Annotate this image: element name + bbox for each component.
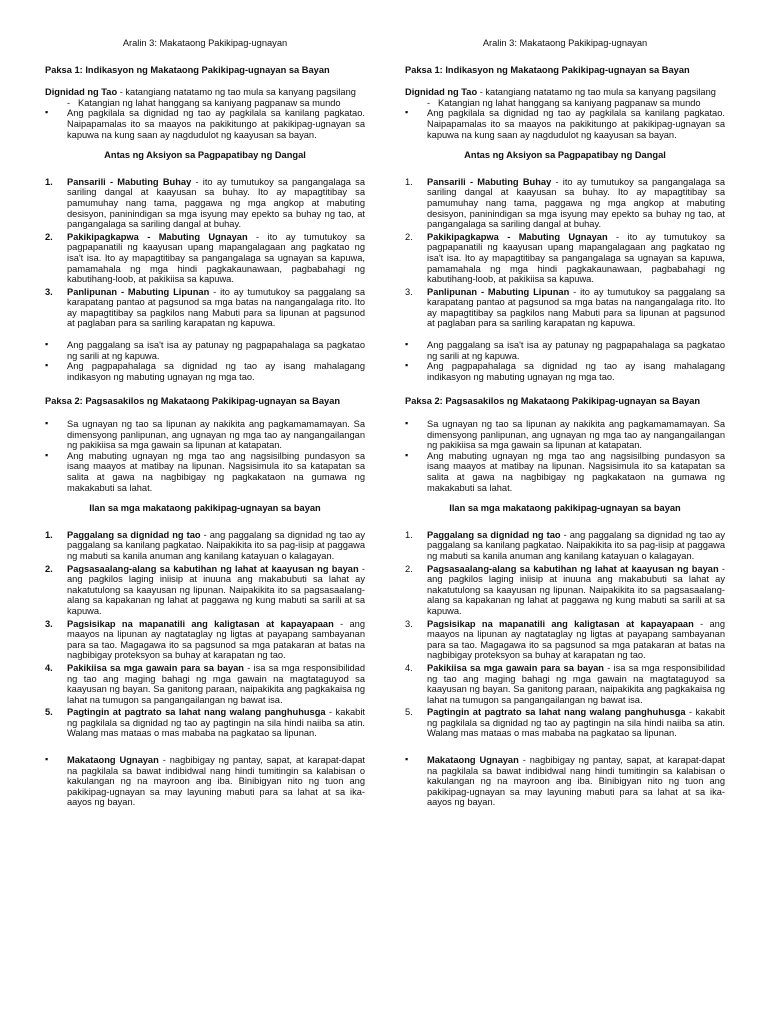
bullet-square-icon: ▪ [45,418,49,429]
antas-item-1 [405,177,725,230]
bullet-text: Ang pagkilala sa dignidad ng tao ay pagkilala sa kanilang pagkatao. Naipapamalas ito sa maayos na pakikitungo at pakikipag-ugnayan sa kapuwa na kung saan ay nagdudulot ng kaayusan sa bayan. [67,108,365,140]
bullet-text: Ang mabuting ugnayan ng mga tao ang nagsisilbing pundasyon sa isang maayos at matibay na lipunan. Nagsisimula ito sa katapatan sa salita at gawa na nagbibigay ng pagkakataon na gumawa ng makakabuti sa lahat. [67,450,365,493]
dash-marker: - [67,97,71,108]
item-text: - kakabit ng pagkilala sa dignidad ng tao ay pagtingin na sila hindi naiiba sa atin. Walang mas mataas o mas mababa na pagkatao sa lipunan. [67,707,366,739]
bullet-text: Ang paggalang sa isa't isa ay patunay ng pagpapahalaga sa pagkatao ng sarili at ng kapuwa. [67,340,365,361]
antas-item-3 [405,287,725,329]
item-number: 5. [405,707,413,718]
bullet-square-icon: ▪ [405,449,409,460]
item-text: - ang pagkilos laging iniisip at inuuna ang makabubuti sa lahat ay nakatutulong sa kaayusan ng lipunan. Naipakikita ito sa pagsasaalang-alang sa kapakanan ng lahat at paggawa ng kung mabuti sa sarili at sa kapuwa. [427,563,725,616]
bullet-square-icon: ▪ [45,449,49,460]
item-term: Pagsisikap na mapanatili ang kaligtasan at kapayapaan [427,618,694,629]
item-term: Paggalang sa dignidad ng tao [427,529,561,540]
item-text: - kakabit ng pagkilala sa dignidad ng tao ay pagtingin na sila hindi naiiba sa atin. Walang mas mataas o mas mababa na pagkatao sa lipunan. [427,707,726,739]
antas-bullet-2 [405,361,725,382]
bullet-text: Sa ugnayan ng tao sa lipunan ay nakikita ang pagkamamamayan. Sa dimensyong panlipunan, ang ugnayan ng mga tao ay nangangailangan ng pakikiisa sa mga gawain sa lipunan at katapatan. [67,419,365,451]
ilan-item-4 [45,663,365,705]
paksa1-heading: Paksa 1: Indikasyon ng Makataong Pakikipag-ugnayan sa Bayan [405,64,690,75]
bullet-square-icon: ▪ [405,360,409,371]
ilan-title: Ilan sa mga makataong pakikipag-ugnayan sa bayan [449,503,681,514]
makatao-term: Makataong Ugnayan [427,755,519,766]
item-number: 1. [405,529,413,540]
makatao-bullet [405,755,725,808]
makatao-term: Makataong Ugnayan [67,755,159,766]
item-text: - ito ay tumutukoy sa pangangalaga sa sariling dangal at kaayusan sa buhay. Ito ay mapagtitibay sa pamumuhay nang tama, paggawa ng mga angkop at mabuting desisyon, paninindigan sa mga isyung may epekto sa buhay ng tao, at pangangalaga sa sariling dangal at buhay. [427,176,725,230]
paksa2-bullet-2 [45,451,365,493]
spacer [405,382,725,396]
item-term: Panlipunan - Mabuting Lipunan [67,286,210,297]
dignidad-definition [405,87,725,98]
item-text: - ito ay tumutukoy sa pagpapanatili ng kaayusan upang mapangalagaan ang pagkatao ng isa't isa. Ito ay mapagtitibay sa pangangalaga sa ugnayan sa kapuwa, pamamahala ng mga hindi pagkakaunawaan, pagbabahagi ng kabutihang-loob, at pakikiisa sa kapuwa. [427,231,726,285]
item-text: - ang paggalang sa dignidad ng tao ay paggalang sa kanilang pagkatao. Naipakikita ito sa pag-iisip at paggawa ng mabuti sa kanila anuman ang kanilang katayuan o kalagayan. [427,529,725,561]
dignidad-text: - katangiang natatamo ng tao mula sa kanyang pagsilang [477,87,716,98]
item-text: - ang paggalang sa dignidad ng tao ay paggalang sa kanilang pagkatao. Naipakikita ito sa pag-iisip at paggawa ng mabuti sa kanila anuman ang kanilang katayuan o kalagayan. [67,529,365,561]
ilan-item-5 [405,707,725,739]
item-text: - ang maayos na lipunan ay nagtataglay ng ligtas at payapang sambayanan para sa tao. Magagawa ito sa pagsunod sa mga patakaran at batas na nagbibigay proteksyon sa buhay at karapatan ng tao. [67,618,365,661]
item-number: 2. [405,563,413,574]
item-term: Pagsasaalang-alang sa kabutihan ng lahat at kaayusan ng bayan [427,563,719,574]
paksa2-bullet-1 [405,419,725,451]
spacer [405,331,725,340]
ilan-item-1 [405,530,725,562]
item-number: 3. [45,286,53,297]
item-term: Pakikiisa sa mga gawain para sa bayan [67,662,244,673]
bullet-square-icon: ▪ [45,754,49,765]
bullet-text: Ang paggalang sa isa't isa ay patunay ng pagpapahalaga sa pagkatao ng sarili at ng kapuwa. [427,340,725,361]
item-number: 5. [45,707,53,718]
makatao-text: - nagbibigay ng pantay, sapat, at karapat-dapat na pagkilala sa bawat indibidwal nang hindi tumitingin sa kalabisan o kakulangan ng na mayroon ang iba. Binibigyan nito ng tuon ang pakikipag-ugnayan sa may layuning mabuti para sa lahat at sa ika-aayos ng bayan. [67,755,366,808]
item-number: 1. [405,176,413,187]
dignidad-term: Dignidad ng Tao [405,87,478,98]
bullet-square-icon: ▪ [45,107,49,118]
makatao-bullet [45,755,365,808]
antas-title: Antas ng Aksiyon sa Pagpapatibay ng Dangal [464,150,666,161]
antas-item-2 [45,232,365,285]
bullet-square-icon: ▪ [45,339,49,350]
item-number: 1. [45,176,53,187]
item-term: Pansarili - Mabuting Buhay [427,176,552,187]
item-term: Pansarili - Mabuting Buhay [67,176,192,187]
item-term: Pagtingin at pagtrato sa lahat nang walang panghuhusga [67,707,326,718]
item-term: Pakikipagkapwa - Mabuting Ugnayan [67,231,248,242]
dignidad-term: Dignidad ng Tao [45,87,118,98]
page-title: Aralin 3: Makataong Pakikipag-ugnayan [122,38,288,48]
bullet-square-icon: ▪ [405,107,409,118]
antas-item-2 [405,232,725,285]
item-term: Pagsisikap na mapanatili ang kaligtasan at kapayapaan [67,618,334,629]
ilan-item-3 [45,619,365,661]
bullet-text: Ang pagkilala sa dignidad ng tao ay pagkilala sa kanilang pagkatao. Naipapamalas ito sa maayos na pakikitungo at pakikipag-ugnayan sa kapuwa na kung saan ay nagdudulot ng kaayusan sa bayan. [427,108,725,140]
antas-bullet-1 [45,340,365,361]
bullet-text: Sa ugnayan ng tao sa lipunan ay nakikita ang pagkamamamayan. Sa dimensyong panlipunan, ang ugnayan ng mga tao ay nangangailangan ng pakikiisa sa mga gawain sa lipunan at katapatan. [427,419,725,451]
item-number: 3. [45,618,53,629]
dignidad-bullet [405,108,725,140]
bullet-square-icon: ▪ [405,339,409,350]
item-text: - ito ay tumutukoy sa paggalang sa karapatang pantao at pagsunod sa mga batas na nangangalaga rito. Ito ay mapagtitibay sa pagkilos nang Mabuti para sa lipunan at pagsunod at paglaban para sa sariling karapatan ng kapuwa. [427,286,725,329]
antas-bullet-2 [45,361,365,382]
item-text: - isa sa mga responsibilidad ng tao ang maging bahagi ng mga gawain na magtataguyod sa kaayusan ng bayan. Sa ganitong paraan, naipakikita ang pagkakaisa ng lahat na tumugon sa pangangailangan ng bawat isa. [427,662,725,705]
item-term: Pagsasaalang-alang sa kabutihan ng lahat at kaayusan ng bayan [67,563,359,574]
item-term: Paggalang sa dignidad ng tao [67,529,201,540]
bullet-text: Ang pagpapahalaga sa dignidad ng tao ay isang mahalagang indikasyon ng mabuting ugnayan ng mga tao. [427,361,725,382]
dash-text: Katangian ng lahat hanggang sa kaniyang pagpanaw sa mundo [78,97,341,108]
ilan-title: Ilan sa mga makataong pakikipag-ugnayan sa bayan [89,503,321,514]
item-number: 3. [405,286,413,297]
paksa2-heading: Paksa 2: Pagsasakilos ng Makataong Pakikipag-ugnayan sa Bayan [45,396,341,407]
item-text: - ito ay tumutukoy sa pagpapanatili ng kaayusan upang mapangalagaan ang pagkatao ng isa't isa. Ito ay mapagtitibay sa pangangalaga sa ugnayan sa kapuwa, pamamahala ng mga hindi pagkakaunawaan, pagbabahagi ng kabutihang-loob, at pakikiisa sa kapuwa. [67,231,366,285]
antas-title: Antas ng Aksiyon sa Pagpapatibay ng Dangal [104,150,306,161]
bullet-text: Ang mabuting ugnayan ng mga tao ang nagsisilbing pundasyon sa isang maayos at matibay na lipunan. Nagsisimula ito sa katapatan sa salita at gawa na nagbibigay ng pagkakataon na gumawa ng makakabuti sa lahat. [427,450,725,493]
item-number: 4. [45,662,53,673]
page-title: Aralin 3: Makataong Pakikipag-ugnayan [482,38,648,48]
item-number: 3. [405,618,413,629]
item-term: Pagtingin at pagtrato sa lahat nang walang panghuhusga [427,707,686,718]
dash-marker: - [427,97,431,108]
spacer [45,331,365,340]
ilan-item-4 [405,663,725,705]
paksa2-heading: Paksa 2: Pagsasakilos ng Makataong Pakikipag-ugnayan sa Bayan [405,396,701,407]
item-number: 2. [45,563,53,574]
item-term: Pakikiisa sa mga gawain para sa bayan [427,662,604,673]
spacer [45,741,365,755]
item-number: 4. [405,662,413,673]
item-number: 2. [405,231,413,242]
dignidad-bullet [45,108,365,140]
paksa2-bullet-1 [45,419,365,451]
item-number: 2. [45,231,53,242]
bullet-square-icon: ▪ [45,360,49,371]
item-text: - isa sa mga responsibilidad ng tao ang maging bahagi ng mga gawain na magtataguyod sa kaayusan ng bayan. Sa ganitong paraan, naipakikita ang pagkakaisa ng lahat na tumugon sa pangangailangan ng bawat isa. [67,662,365,705]
item-text: - ang pagkilos laging iniisip at inuuna ang makabubuti sa lahat ay nakatutulong sa kaayusan ng lipunan. Naipakikita ito sa pagsasaalang-alang sa kapakanan ng lahat at paggawa ng kung mabuti sa sarili at sa kapuwa. [67,563,365,616]
dignidad-dash-item [405,98,725,109]
bullet-text: Ang pagpapahalaga sa dignidad ng tao ay isang mahalagang indikasyon ng mabuting ugnayan ng mga tao. [67,361,365,382]
right-column [405,38,725,808]
left-column [45,38,365,808]
ilan-item-1 [45,530,365,562]
item-text: - ang maayos na lipunan ay nagtataglay ng ligtas at payapang sambayanan para sa tao. Magagawa ito sa pagsunod sa mga patakaran at batas na nagbibigay proteksyon sa buhay at karapatan ng tao. [427,618,725,661]
dignidad-definition [45,87,365,98]
spacer [45,382,365,396]
dash-text: Katangian ng lahat hanggang sa kaniyang pagpanaw sa mundo [438,97,701,108]
item-term: Panlipunan - Mabuting Lipunan [427,286,570,297]
dignidad-text: - katangiang natatamo ng tao mula sa kanyang pagsilang [117,87,356,98]
item-text: - ito ay tumutukoy sa pangangalaga sa sariling dangal at kaayusan sa buhay. Ito ay mapagtitibay sa pamumuhay nang tama, paggawa ng mga angkop at mabuting desisyon, paninindigan sa mga isyung may epekto sa buhay ng tao, at pangangalaga sa sariling dangal at buhay. [67,176,365,230]
bullet-square-icon: ▪ [405,418,409,429]
ilan-item-5 [45,707,365,739]
ilan-item-2 [405,564,725,617]
ilan-item-2 [45,564,365,617]
dignidad-dash-item [45,98,365,109]
antas-item-1 [45,177,365,230]
makatao-text: - nagbibigay ng pantay, sapat, at karapat-dapat na pagkilala sa bawat indibidwal nang hindi tumitingin sa kalabisan o kakulangan ng na mayroon ang iba. Binibigyan nito ng tuon ang pakikipag-ugnayan sa may layuning mabuti para sa lahat at sa ika-aayos ng bayan. [427,755,726,808]
ilan-item-3 [405,619,725,661]
spacer [405,741,725,755]
bullet-square-icon: ▪ [405,754,409,765]
paksa1-heading: Paksa 1: Indikasyon ng Makataong Pakikipag-ugnayan sa Bayan [45,64,330,75]
item-text: - ito ay tumutukoy sa paggalang sa karapatang pantao at pagsunod sa mga batas na nangangalaga rito. Ito ay mapagtitibay sa pagkilos nang Mabuti para sa lipunan at pagsunod at paglaban para sa sariling karapatan ng kapuwa. [67,286,365,329]
item-number: 1. [45,529,53,540]
paksa2-bullet-2 [405,451,725,493]
antas-item-3 [45,287,365,329]
item-term: Pakikipagkapwa - Mabuting Ugnayan [427,231,608,242]
antas-bullet-1 [405,340,725,361]
